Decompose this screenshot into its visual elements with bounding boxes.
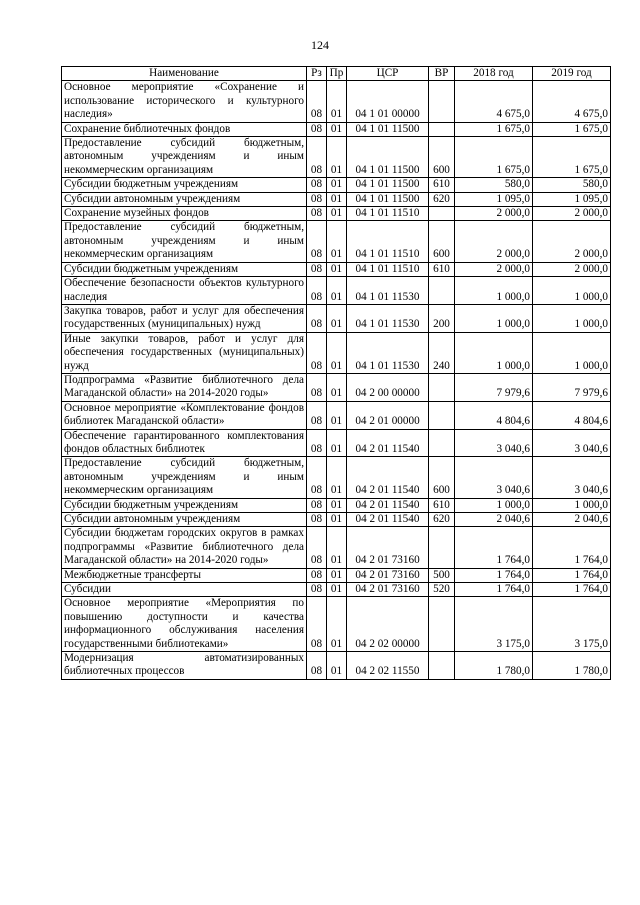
header-name: Наименование [62,67,307,81]
row-name: Сохранение музейных фондов [62,207,307,221]
row-pr: 01 [327,178,347,192]
row-vr [429,373,455,401]
row-rz: 08 [307,192,327,206]
row-vr: 600 [429,221,455,262]
row-name: Субсидии бюджетным учреждениям [62,498,307,512]
row-2018: 3 040,6 [455,457,533,498]
row-csr: 04 2 02 00000 [347,597,429,652]
row-name: Предоставление субсидий бюджетным, автономным учреждениям и иным некоммерческим организациям [62,221,307,262]
row-csr: 04 2 01 11540 [347,457,429,498]
row-2018: 3 040,6 [455,429,533,457]
row-vr: 600 [429,137,455,178]
row-name: Подпрограмма «Развитие библиотечного дела Магаданской области» на 2014-2020 годы» [62,373,307,401]
row-2019: 580,0 [533,178,611,192]
row-2019: 2 040,6 [533,513,611,527]
row-2018: 1 000,0 [455,332,533,373]
row-rz: 08 [307,498,327,512]
row-pr: 01 [327,262,347,276]
row-rz: 08 [307,137,327,178]
row-2019: 1 000,0 [533,498,611,512]
row-csr: 04 1 01 11530 [347,332,429,373]
row-2018: 1 780,0 [455,652,533,680]
row-2019: 3 040,6 [533,429,611,457]
table-row [62,373,611,401]
row-rz: 08 [307,429,327,457]
row-2018: 2 000,0 [455,221,533,262]
row-vr: 240 [429,332,455,373]
row-pr: 01 [327,81,347,122]
row-csr: 04 2 01 73160 [347,568,429,582]
table-row [62,262,611,276]
row-2019: 1 675,0 [533,137,611,178]
row-csr: 04 1 01 11530 [347,277,429,305]
row-pr: 01 [327,304,347,332]
row-rz: 08 [307,178,327,192]
row-name: Предоставление субсидий бюджетным, автономным учреждениям и иным некоммерческим организациям [62,137,307,178]
table-row [62,527,611,568]
row-pr: 01 [327,192,347,206]
table-row [62,192,611,206]
row-csr: 04 1 01 11510 [347,262,429,276]
row-pr: 01 [327,429,347,457]
row-vr: 610 [429,262,455,276]
row-name: Сохранение библиотечных фондов [62,122,307,136]
row-csr: 04 1 01 11530 [347,304,429,332]
row-vr: 200 [429,304,455,332]
table-row [62,81,611,122]
row-rz: 08 [307,597,327,652]
row-2018: 1 675,0 [455,122,533,136]
row-csr: 04 2 02 11550 [347,652,429,680]
row-csr: 04 1 01 11500 [347,192,429,206]
row-vr: 520 [429,583,455,597]
row-name: Иные закупки товаров, работ и услуг для обеспечения государственных (муниципальных) нужд [62,332,307,373]
row-2018: 2 000,0 [455,207,533,221]
row-csr: 04 1 01 00000 [347,81,429,122]
row-name: Основное мероприятие «Комплектование фондов библиотек Магаданской области» [62,401,307,429]
table-row [62,178,611,192]
row-rz: 08 [307,513,327,527]
row-vr [429,527,455,568]
header-csr: ЦСР [347,67,429,81]
row-csr: 04 1 01 11500 [347,137,429,178]
row-2018: 1 000,0 [455,304,533,332]
page-number: 124 [311,38,329,52]
table-row [62,498,611,512]
row-pr: 01 [327,513,347,527]
row-vr [429,652,455,680]
table-row [62,277,611,305]
row-csr: 04 1 01 11500 [347,178,429,192]
row-name: Обеспечение безопасности объектов культурного наследия [62,277,307,305]
row-rz: 08 [307,277,327,305]
row-rz: 08 [307,652,327,680]
row-rz: 08 [307,207,327,221]
row-2019: 1 000,0 [533,304,611,332]
row-2018: 1 764,0 [455,527,533,568]
row-2018: 3 175,0 [455,597,533,652]
row-name: Обеспечение гарантированного комплектования фондов областных библиотек [62,429,307,457]
row-vr: 610 [429,178,455,192]
row-vr [429,207,455,221]
row-csr: 04 1 01 11510 [347,207,429,221]
row-csr: 04 1 01 11500 [347,122,429,136]
table-row [62,207,611,221]
row-rz: 08 [307,527,327,568]
header-vr: ВР [429,67,455,81]
row-2019: 4 675,0 [533,81,611,122]
table-row [62,457,611,498]
header-2019: 2019 год [533,67,611,81]
header-pr: Пр [327,67,347,81]
row-rz: 08 [307,568,327,582]
table-row [62,652,611,680]
row-rz: 08 [307,583,327,597]
row-2019: 3 175,0 [533,597,611,652]
row-csr: 04 2 01 73160 [347,527,429,568]
row-2018: 2 000,0 [455,262,533,276]
table-row [62,332,611,373]
table-row [62,568,611,582]
row-pr: 01 [327,332,347,373]
row-csr: 04 1 01 11510 [347,221,429,262]
row-name: Субсидии бюджетным учреждениям [62,178,307,192]
table-row [62,221,611,262]
row-vr: 620 [429,513,455,527]
header-rz: Рз [307,67,327,81]
table-row [62,513,611,527]
row-vr [429,597,455,652]
row-name: Закупка товаров, работ и услуг для обеспечения государственных (муниципальных) нужд [62,304,307,332]
row-name: Предоставление субсидий бюджетным, автономным учреждениям и иным некоммерческим организациям [62,457,307,498]
row-2019: 1 780,0 [533,652,611,680]
row-name: Межбюджетные трансферты [62,568,307,582]
row-pr: 01 [327,207,347,221]
row-rz: 08 [307,81,327,122]
table-body [62,81,611,679]
row-csr: 04 2 00 00000 [347,373,429,401]
row-vr [429,277,455,305]
row-2018: 1 000,0 [455,277,533,305]
row-pr: 01 [327,122,347,136]
row-vr: 610 [429,498,455,512]
row-2018: 4 804,6 [455,401,533,429]
row-vr [429,81,455,122]
table-row [62,401,611,429]
row-name: Модернизация автоматизированных библиотечных процессов [62,652,307,680]
row-rz: 08 [307,262,327,276]
row-pr: 01 [327,498,347,512]
row-pr: 01 [327,597,347,652]
row-pr: 01 [327,583,347,597]
row-csr: 04 2 01 73160 [347,583,429,597]
table-row [62,597,611,652]
row-vr: 600 [429,457,455,498]
row-2018: 1 095,0 [455,192,533,206]
row-2018: 2 040,6 [455,513,533,527]
row-2019: 1 764,0 [533,568,611,582]
row-2019: 1 764,0 [533,527,611,568]
row-2019: 2 000,0 [533,207,611,221]
row-rz: 08 [307,457,327,498]
row-csr: 04 2 01 11540 [347,498,429,512]
row-2019: 7 979,6 [533,373,611,401]
row-rz: 08 [307,401,327,429]
row-vr: 500 [429,568,455,582]
row-csr: 04 2 01 11540 [347,513,429,527]
row-name: Субсидии автономным учреждениям [62,192,307,206]
table-row [62,122,611,136]
row-rz: 08 [307,373,327,401]
row-2019: 1 000,0 [533,332,611,373]
row-name: Основное мероприятие «Мероприятия по повышению доступности и качества информационного обслуживания населения государственными библиотеками» [62,597,307,652]
row-name: Субсидии [62,583,307,597]
row-pr: 01 [327,373,347,401]
row-rz: 08 [307,304,327,332]
row-2019: 4 804,6 [533,401,611,429]
row-pr: 01 [327,137,347,178]
row-2018: 1 764,0 [455,583,533,597]
row-pr: 01 [327,652,347,680]
row-2019: 1 000,0 [533,277,611,305]
row-2018: 580,0 [455,178,533,192]
row-2018: 1 000,0 [455,498,533,512]
row-csr: 04 2 01 00000 [347,401,429,429]
row-name: Субсидии бюджетам городских округов в рамках подпрограммы «Развитие библиотечного дела Магаданской области» на 2014-2020 годы» [62,527,307,568]
row-pr: 01 [327,527,347,568]
table-row [62,583,611,597]
row-2019: 1 675,0 [533,122,611,136]
row-pr: 01 [327,457,347,498]
row-rz: 08 [307,122,327,136]
row-pr: 01 [327,568,347,582]
row-rz: 08 [307,221,327,262]
row-vr [429,122,455,136]
table-row [62,429,611,457]
row-2018: 4 675,0 [455,81,533,122]
table-row [62,137,611,178]
row-2018: 1 675,0 [455,137,533,178]
header-2018: 2018 год [455,67,533,81]
row-name: Субсидии бюджетным учреждениям [62,262,307,276]
row-vr: 620 [429,192,455,206]
row-2018: 1 764,0 [455,568,533,582]
row-2018: 7 979,6 [455,373,533,401]
row-name: Основное мероприятие «Сохранение и использование исторического и культурного наследия» [62,81,307,122]
row-pr: 01 [327,401,347,429]
row-vr [429,429,455,457]
row-rz: 08 [307,332,327,373]
table-row [62,304,611,332]
row-2019: 1 764,0 [533,583,611,597]
row-2019: 2 000,0 [533,262,611,276]
row-pr: 01 [327,221,347,262]
budget-table [61,66,611,680]
row-vr [429,401,455,429]
row-name: Субсидии автономным учреждениям [62,513,307,527]
row-2019: 2 000,0 [533,221,611,262]
row-csr: 04 2 01 11540 [347,429,429,457]
row-pr: 01 [327,277,347,305]
table-header-row [62,67,611,81]
row-2019: 1 095,0 [533,192,611,206]
row-2019: 3 040,6 [533,457,611,498]
